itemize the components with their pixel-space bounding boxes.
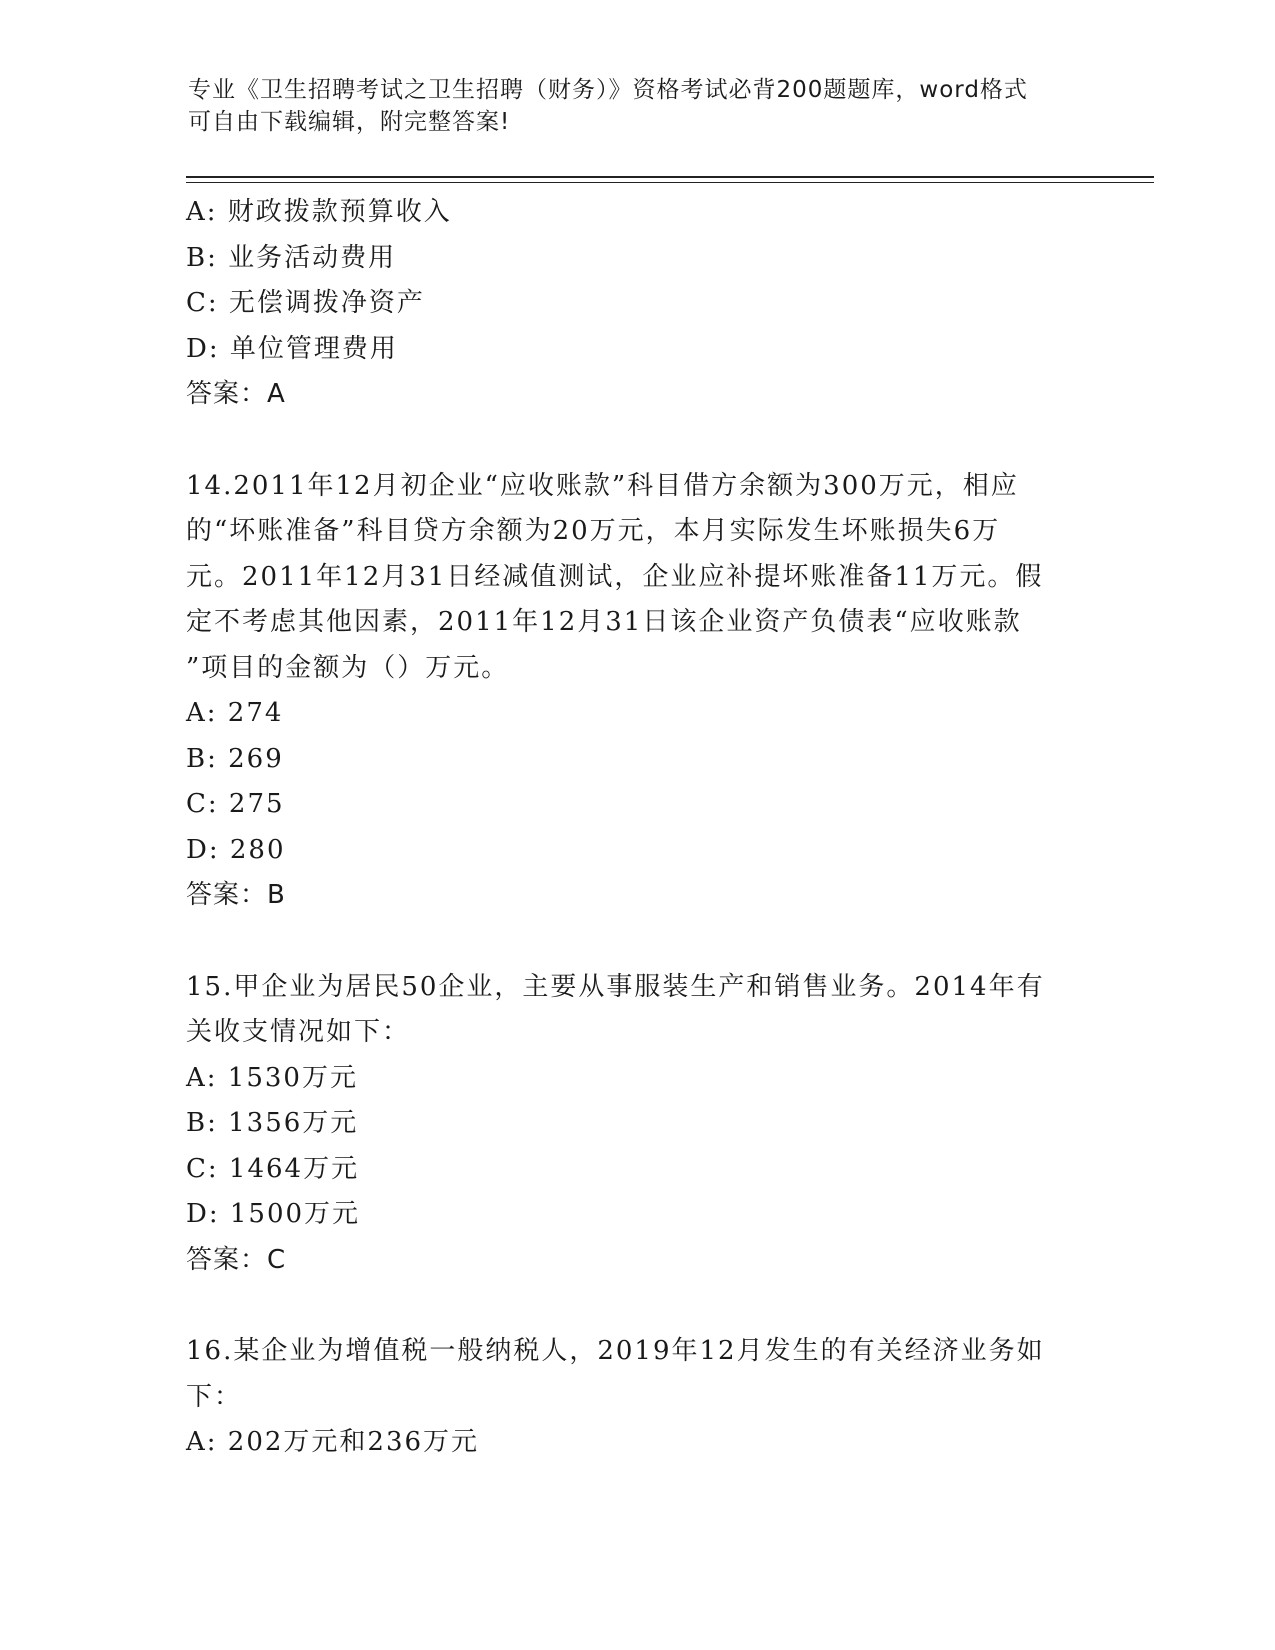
- option-b: B: 1356万元: [186, 1108, 359, 1138]
- question-stem-line: 16.某企业为增值税一般纳税人，2019年12月发生的有关经济业务如: [186, 1336, 1045, 1366]
- question-stem-line: 定不考虑其他因素，2011年12月31日该企业资产负债表“应收账款: [186, 607, 1022, 637]
- option-a: A: 财政拨款预算收入: [186, 197, 452, 227]
- option-d: D: 单位管理费用: [186, 333, 398, 364]
- question-13: [186, 190, 1086, 418]
- answer: 答案：B: [186, 880, 286, 910]
- header-line-1: 专业《卫生招聘考试之卫生招聘（财务）》资格考试必背200题题库，word格式: [188, 77, 1028, 103]
- answer: 答案：C: [186, 1244, 287, 1275]
- question-stem-line: 元。2011年12月31日经减值测试，企业应补提坏账准备11万元。假: [186, 561, 1044, 592]
- spacer: [186, 418, 1086, 464]
- question-stem-line: 关收支情况如下：: [186, 1017, 411, 1047]
- question-14: [186, 464, 1086, 919]
- option-c: C: 275: [186, 789, 285, 819]
- header-rule-thin: [186, 182, 1154, 183]
- question-stem-line: 下：: [186, 1381, 243, 1412]
- question-16: [186, 1329, 1086, 1466]
- option-a: A: 274: [186, 698, 284, 728]
- spacer: [186, 1283, 1086, 1329]
- option-d: D: 280: [186, 834, 286, 865]
- option-c: C: 无偿调拨净资产: [186, 288, 425, 318]
- question-stem-line: ”项目的金额为（）万元。: [186, 652, 510, 683]
- spacer: [186, 919, 1086, 965]
- option-c: C: 1464万元: [186, 1153, 360, 1184]
- option-b: B: 业务活动费用: [186, 242, 397, 273]
- option-b: B: 269: [186, 743, 284, 774]
- option-a: A: 1530万元: [186, 1062, 358, 1093]
- document-body: [186, 190, 1086, 1466]
- question-15: [186, 965, 1086, 1284]
- question-stem-line: 14.2011年12月初企业“应收账款”科目借方余额为300万元，相应: [186, 470, 1019, 501]
- document-header: [188, 74, 1068, 138]
- option-a: A: 202万元和236万元: [186, 1427, 480, 1457]
- question-stem-line: 的“坏账准备”科目贷方余额为20万元，本月实际发生坏账损失6万: [186, 516, 1001, 546]
- option-d: D: 1500万元: [186, 1199, 361, 1229]
- question-stem-line: 15.甲企业为居民50企业，主要从事服装生产和销售业务。2014年有: [186, 971, 1045, 1002]
- header-rule-thick: [186, 176, 1154, 178]
- header-line-2: 可自由下载编辑，附完整答案!: [188, 109, 511, 135]
- answer: 答案：A: [186, 379, 286, 409]
